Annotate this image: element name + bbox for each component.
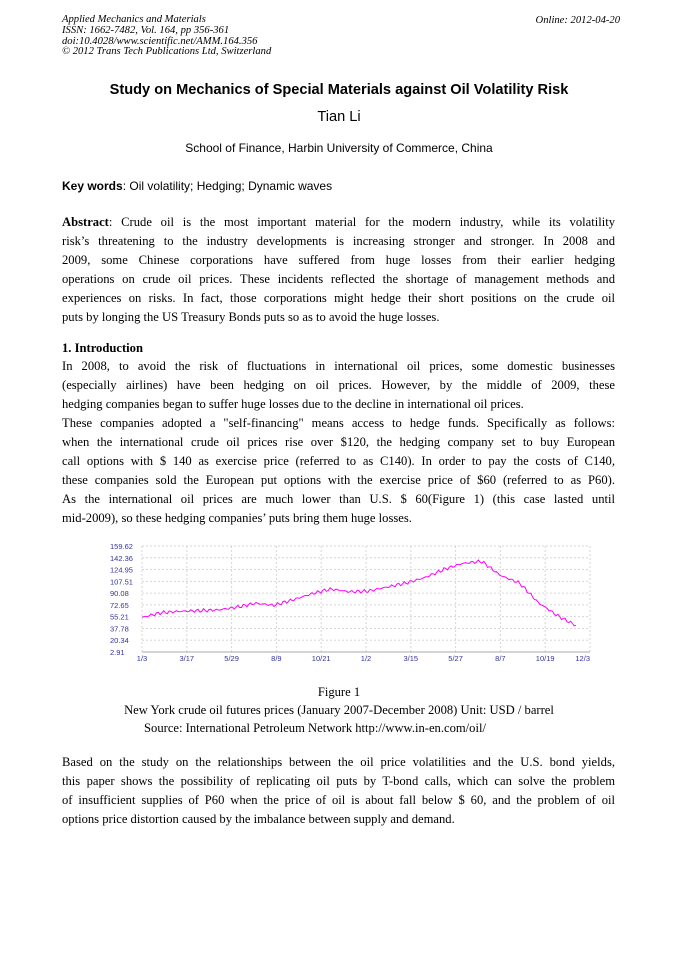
journal-name: Applied Mechanics and Materials [62, 14, 206, 25]
x-tick-label: 5/29 [224, 654, 239, 663]
x-tick-label: 5/27 [448, 654, 463, 663]
doi: doi:10.4028/www.scientific.net/AMM.164.356 [62, 35, 258, 47]
x-tick-label: 12/3 [575, 654, 590, 663]
closing-line: of insufficient supplies of P60 when the price of oil is about fall below $ 60, and the problem of oil [62, 793, 615, 807]
y-tick-label: 124.95 [110, 565, 133, 575]
intro-line: call options with $ 140 as exercise price (referred to as C140). In order to pay the costs of C140, [62, 454, 615, 468]
closing-line: this paper shows the possibility of replicating oil puts by T-bond calls, which can solve the problem [62, 774, 615, 788]
figure-label: Figure 1 [317, 685, 361, 699]
figure-source: Source: International Petroleum Network http://www.in-en.com/oil/ [144, 721, 486, 735]
abstract-line: risk’s threatening to the industry developments is increasing stronger and stronger. In 2008 and [62, 234, 615, 248]
intro-line: when the international crude oil prices rise over $120, the hedging company set to buy European [62, 435, 615, 449]
abstract [62, 213, 615, 327]
y-tick-label: 142.36 [110, 553, 133, 563]
chart-y-ticks [110, 542, 133, 657]
y-tick-label: 72.65 [110, 600, 129, 610]
x-tick-label: 10/21 [311, 654, 331, 663]
y-tick-label: 2.91 [110, 648, 125, 657]
closing-line: options price distortion caused by the imbalance between supply and demand. [62, 812, 455, 826]
abstract-line: puts by longing the US Treasury Bonds puts so as to avoid the huge losses. [62, 310, 440, 324]
keywords [62, 179, 332, 193]
affiliation: School of Finance, Harbin University of Commerce, China [185, 141, 493, 155]
intro-line: these companies sold the European put options with the exercise price of $60 (referred to as P60). [62, 473, 615, 487]
keywords-text: : Oil volatility; Hedging; Dynamic waves [122, 179, 333, 193]
abstract-label: Abstract [62, 215, 109, 229]
x-tick-label: 1/2 [360, 654, 372, 663]
y-tick-label: 37.78 [110, 624, 129, 634]
figure-caption: New York crude oil futures prices (January 2007-December 2008) Unit: USD / barrel [124, 703, 554, 717]
issn: ISSN: 1662-7482, Vol. 164, pp 356-361 [62, 24, 230, 36]
x-tick-label: 10/19 [535, 654, 555, 663]
intro-line: As the international oil prices are much lower than U.S. $ 60(Figure 1) (this case lasted until [62, 492, 615, 506]
y-tick-label: 55.21 [110, 612, 129, 622]
intro-paragraph [62, 357, 615, 528]
closing-line: Based on the study on the relationships between the oil price volatilities and the U.S. bond yields, [62, 755, 615, 769]
intro-line: These companies adopted a "self-financing" means access to hedge funds. Specifically as follows: [62, 416, 615, 430]
abstract-line: experiences on risks. In fact, those corporations might hedge their short positions on the crude oil [62, 291, 615, 305]
oil-price-chart [108, 538, 592, 664]
x-tick-label: 1/3 [136, 654, 148, 663]
chart-x-ticks [137, 654, 590, 663]
abstract-line: Abstract: Crude oil is the most important material for the modern industry, while its volatility [62, 215, 615, 229]
intro-line: mid-2009), so these hedging companies’ puts bring them huge losses. [62, 511, 412, 525]
abstract-line: operations on crude oil prices. These incidents reflected the shortage of management methods and [62, 272, 615, 286]
y-tick-label: 20.34 [110, 636, 129, 646]
copyright: © 2012 Trans Tech Publications Ltd, Switzerland [62, 46, 272, 58]
keywords-label: Key words [62, 179, 123, 193]
intro-line: (especially airlines) have been hedging on oil prices. However, by the middle of 2009, these [62, 378, 615, 392]
x-tick-label: 8/9 [271, 654, 282, 663]
online-date: Online: 2012-04-20 [535, 15, 620, 26]
abstract-line: 2009, some Chinese corporations have suffered from huge losses from their earlier hedging [62, 253, 615, 267]
journal-header [62, 15, 271, 58]
x-tick-label: 3/15 [403, 654, 419, 663]
intro-line: In 2008, to avoid the risk of fluctuations in international oil prices, some domestic businesses [62, 359, 615, 373]
author: Tian Li [317, 109, 361, 125]
section-heading: 1. Introduction [62, 341, 143, 355]
intro-line: hedging companies began to suffer huge losses due to the decline in international oil prices. [62, 397, 524, 411]
paper-title: Study on Mechanics of Special Materials against Oil Volatility Risk [109, 82, 569, 98]
x-tick-label: 3/17 [179, 654, 195, 663]
chart-grid [142, 546, 590, 652]
y-tick-label: 159.62 [110, 542, 133, 551]
y-tick-label: 107.51 [110, 577, 133, 587]
x-tick-label: 8/7 [495, 654, 506, 663]
y-tick-label: 90.08 [110, 589, 129, 599]
closing-paragraph [62, 753, 615, 829]
